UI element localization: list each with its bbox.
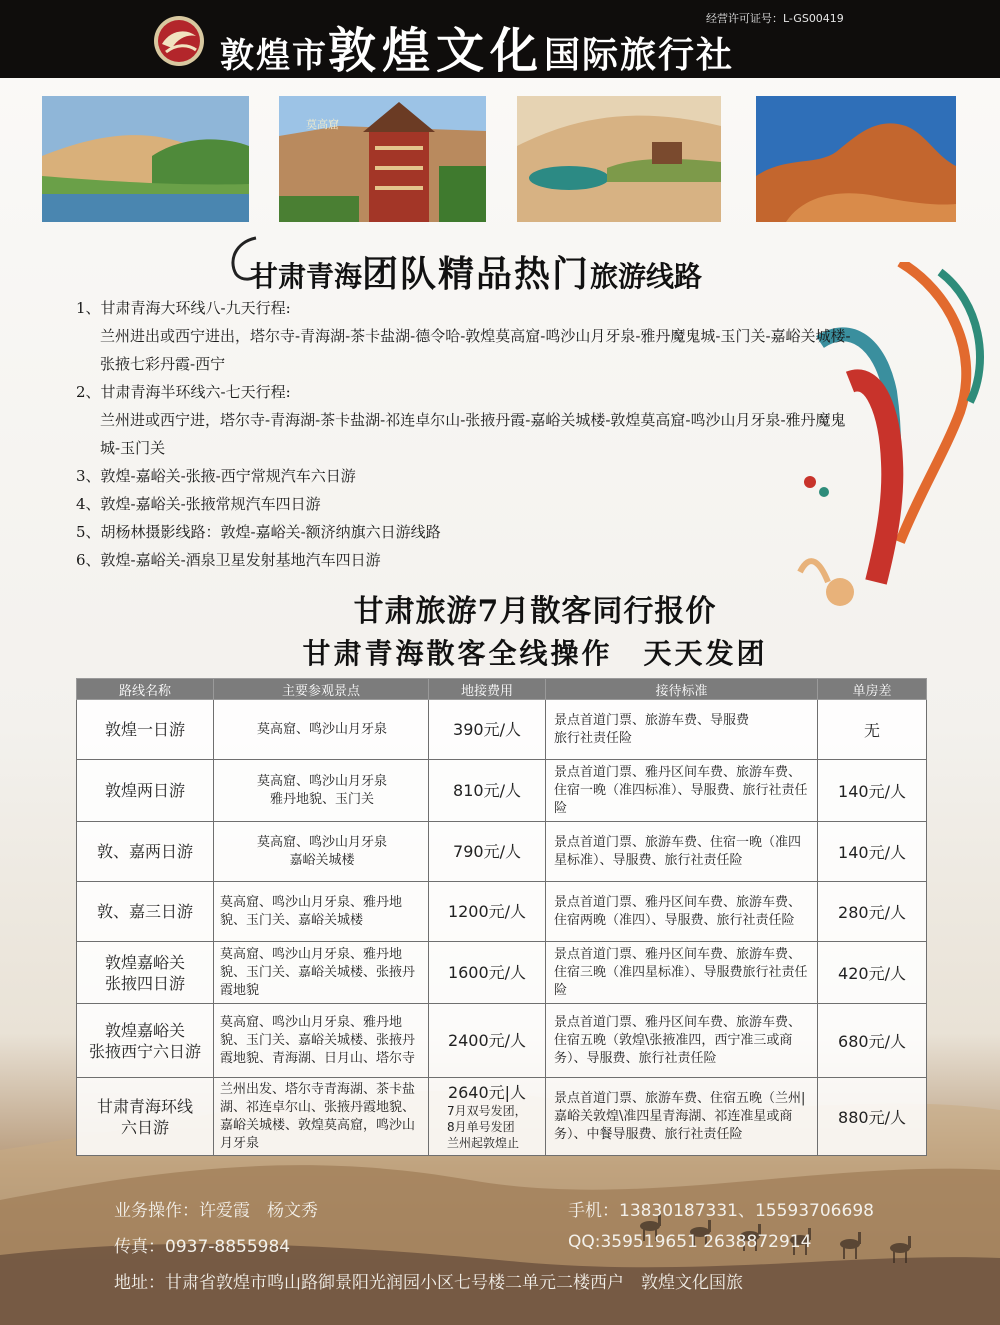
cell-standard [546,1004,818,1078]
cell-fee [429,822,546,882]
cell-spots [214,700,429,760]
cell-route-name [77,882,214,942]
route-name: 敦、嘉三日游 [96,902,193,921]
header-single-supplement: 单房差 [818,679,927,700]
route-item [76,378,876,462]
section-title [240,240,840,295]
cell-standard [546,700,818,760]
cell-route-name [77,1078,214,1156]
route-name: 敦、嘉两日游 [96,842,193,861]
mobile-phone: 手机：13830187331、15593706698 [568,1201,874,1221]
address: 地址：甘肃省敦煌市鸣山路御景阳光润园小区七号楼二单元二楼西户 敦煌文化国旅 [114,1273,743,1293]
single-supplement: 280元/人 [838,903,906,922]
spots-text: 莫高窟、鸣沙山月牙泉 雅丹地貌、玉门关 [256,773,387,807]
header-bar [0,0,1000,78]
section-title-part2: 团队精品热门 [362,253,591,295]
cell-standard [546,882,818,942]
single-supplement: 140元/人 [838,782,906,801]
company-name-part3: 国际旅行社 [544,34,735,76]
single-supplement: 680元/人 [838,1032,906,1051]
section-title-part3: 旅游线路 [590,260,703,293]
cell-fee [429,942,546,1004]
fax-number: 传真：0937-8855984 [114,1237,291,1257]
fee-amount: 390元/人 [453,719,521,739]
header-route-name: 路线名称 [77,679,214,700]
cell-spots [214,882,429,942]
route-item [76,518,876,546]
cell-fee [429,882,546,942]
single-supplement: 420元/人 [838,964,906,983]
cell-standard [546,822,818,882]
yardang-rock-photo [756,96,956,222]
route-head: 6、敦煌-嘉峪关-酒泉卫星发射基地汽车四日游 [76,551,381,569]
cell-single-supplement [818,882,927,942]
fee-amount: 810元/人 [453,780,521,800]
route-detail: 兰州进或西宁进，塔尔寺-青海湖-茶卡盐湖-祁连卓尔山-张掖丹霞-嘉峪关城楼-敦煌莫高窟-鸣沙山月牙泉-雅丹魔鬼城-玉门关 [100,411,846,457]
quote-title: 甘肃旅游7月散客同行报价 [353,594,717,629]
company-name-part2: 敦煌文化 [328,23,545,79]
header-fee: 地接费用 [429,679,546,700]
route-head: 4、敦煌-嘉峪关-张掖常规汽车四日游 [76,495,321,513]
fee-amount: 1200元/人 [447,901,527,921]
cell-route-name [77,822,214,882]
desert-oasis-photo [517,96,721,222]
spots-text: 莫高窟、鸣沙山月牙泉、雅丹地貌、玉门关、嘉峪关城楼、张掖丹霞地貌、青海湖、日月山、塔尔寺 [220,1014,416,1066]
cell-standard [546,1078,818,1156]
cell-single-supplement [818,700,927,760]
cell-route-name [77,700,214,760]
single-supplement: 880元/人 [838,1108,906,1127]
route-head: 5、胡杨林摄影线路：敦煌-嘉峪关-额济纳旗六日游线路 [76,523,441,541]
header-spots: 主要参观景点 [214,679,429,700]
route-item [76,294,876,378]
route-name: 敦煌一日游 [104,720,185,739]
single-supplement: 140元/人 [838,843,906,862]
spots-text: 莫高窟、鸣沙山月牙泉 [256,721,387,737]
route-list [76,294,876,574]
company-name [220,12,735,79]
table-row [77,1078,927,1156]
cell-single-supplement [818,1004,927,1078]
cell-spots [214,760,429,822]
cell-standard [546,942,818,1004]
fee-amount: 2400元/人 [447,1030,527,1050]
route-head: 2、甘肃青海半环线六-七天行程: [76,383,291,401]
spots-text: 兰州出发、塔尔寺青海湖、茶卡盐湖、祁连卓尔山、张掖丹霞地貌、嘉峪关城楼、敦煌莫高窟，鸣沙山月牙泉 [220,1081,416,1151]
license-number: 经营许可证号：L-GS00419 [706,12,844,25]
cell-route-name [77,760,214,822]
cell-fee [429,700,546,760]
route-head: 3、敦煌-嘉峪关-张掖-西宁常规汽车六日游 [76,467,356,485]
route-detail: 兰州进出或西宁进出，塔尔寺-青海湖-茶卡盐湖-德令哈-敦煌莫高窟-鸣沙山月牙泉-雅丹魔鬼城-玉门关-嘉峪关城楼-张掖七彩丹霞-西宁 [100,327,851,373]
qq-number: QQ:359519651 2638872914 [568,1232,812,1252]
fee-note: 7月双号发团， 8月单号发团 兰州起敦煌止 [447,1103,527,1150]
cell-single-supplement [818,760,927,822]
table-row [77,1004,927,1078]
cell-single-supplement [818,942,927,1004]
table-row [77,882,927,942]
route-item [76,490,876,518]
spots-text: 莫高窟、鸣沙山月牙泉、雅丹地貌、玉门关、嘉峪关城楼、张掖丹霞地貌 [220,946,416,998]
route-item [76,546,876,574]
standard-text: 景点首道门票、旅游车费、住宿五晚（兰州|嘉峪关敦煌\准四星青海湖、祁连准星或商务）、中餐导服费、旅行社责任险 [554,1090,806,1142]
cell-standard [546,760,818,822]
cell-fee [429,760,546,822]
route-head: 1、甘肃青海大环线八-九天行程: [76,299,291,317]
cell-fee [429,1004,546,1078]
table-row [77,822,927,882]
photo-label-mogao: 莫高窟 [306,118,339,131]
spots-text: 莫高窟、鸣沙山月牙泉、雅丹地貌、玉门关、嘉峪关城楼 [220,894,403,928]
table-row [77,700,927,760]
operators: 业务操作：许爱霞 杨文秀 [114,1201,318,1221]
cell-route-name [77,1004,214,1078]
cell-spots [214,822,429,882]
fee-amount: 790元/人 [453,841,521,861]
cell-spots [214,1078,429,1156]
route-name: 敦煌两日游 [104,781,185,800]
standard-text: 景点首道门票、雅丹区间车费、旅游车费、住宿五晚（敦煌\张掖准四，西宁准三或商务）、导服费、旅行社责任险 [554,1014,802,1066]
table-row [77,942,927,1004]
company-name-part1: 敦煌市 [220,36,328,76]
standard-text: 景点首道门票、雅丹区间车费、旅游车费、住宿两晚（准四）、导服费、旅行社责任险 [554,894,802,928]
standard-text: 景点首道门票、旅游车费、住宿一晚（准四星标准）、导服费、旅行社责任险 [554,834,802,868]
fee-amount: 2640元|人 [447,1082,527,1102]
cell-route-name [77,942,214,1004]
standard-text: 景点首道门票、旅游车费、导服费 旅行社责任险 [554,712,750,746]
quote-subtitle: 甘肃青海散客全线操作 天天发团 [302,637,768,670]
logo-icon [150,14,208,68]
route-name: 敦煌嘉峪关 张掖四日游 [104,952,185,993]
single-supplement: 无 [863,721,880,740]
cell-single-supplement [818,822,927,882]
standard-text: 景点首道门票、雅丹区间车费、旅游车费、住宿三晚（准四星标准）、导服费旅行社责任险 [554,946,808,998]
section-title-part1: 甘肃青海 [250,260,363,293]
cell-spots [214,942,429,1004]
cell-fee [429,1078,546,1156]
cell-spots [214,1004,429,1078]
fee-amount: 1600元/人 [447,962,527,982]
mogao-caves-photo [279,96,486,222]
header-standard: 接待标准 [546,679,818,700]
cell-single-supplement [818,1078,927,1156]
route-item [76,462,876,490]
route-name: 敦煌嘉峪关 张掖西宁六日游 [88,1020,201,1061]
standard-text: 景点首道门票、雅丹区间车费、旅游车费、住宿一晚（准四标准）、导服费、旅行社责任险 [554,764,808,816]
table-header-row [77,679,927,700]
table-row [77,760,927,822]
crescent-lake-photo [42,96,249,222]
spots-text: 莫高窟、鸣沙山月牙泉 嘉峪关城楼 [256,834,387,868]
price-table [76,678,927,1156]
route-name: 甘肃青海环线 六日游 [96,1096,193,1137]
